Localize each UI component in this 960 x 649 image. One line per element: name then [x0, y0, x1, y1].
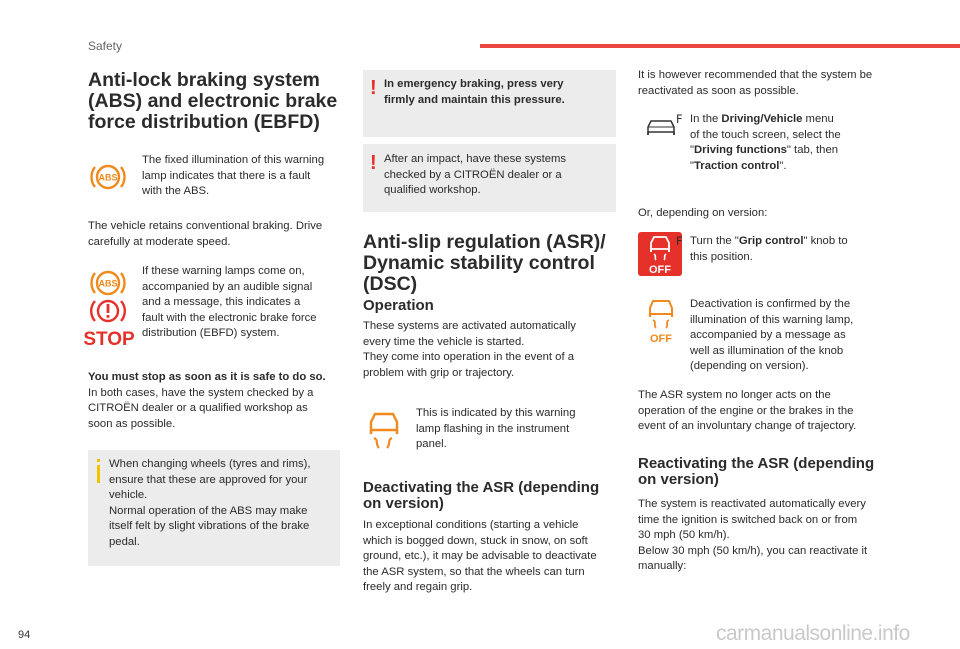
title-line: (DSC) — [363, 273, 418, 295]
reactivate-recommendation — [638, 68, 900, 99]
text-line: problem with grip or trajectory. — [363, 366, 515, 379]
section-label: Safety — [88, 39, 123, 53]
step-line — [676, 234, 895, 250]
title-line: Dynamic stability control — [363, 252, 595, 274]
warning-icon: ! — [370, 152, 377, 174]
deactivating-heading — [363, 480, 621, 512]
operation-heading: Operation — [363, 297, 434, 314]
reactivating-text — [638, 497, 900, 575]
warning-icon: ! — [370, 77, 377, 99]
text-line: itself felt by slight vibrations of the brake — [109, 520, 310, 532]
info-note-text — [109, 457, 337, 550]
text-line: pedal. — [109, 535, 140, 548]
text-line: of the touch screen, select the — [690, 128, 841, 141]
text-line: event of an involuntary change of trajectory. — [638, 420, 857, 432]
text-line: This is indicated by this warning — [416, 407, 576, 419]
text-line: "Driving functions" tab, then — [690, 144, 839, 156]
reactivating-heading — [638, 456, 900, 488]
abs-warning-icon — [89, 160, 127, 194]
bullet-marker: F — [676, 235, 683, 248]
info-note-box — [88, 450, 340, 566]
text-line: checked by a CITROËN dealer or a — [384, 168, 562, 181]
abs-warning-icon-2 — [89, 266, 127, 300]
text-line: Normal operation of the ABS may make — [109, 504, 308, 517]
menu-name: Driving/Vehicle — [721, 113, 803, 125]
warning-text — [384, 152, 612, 199]
text-line: It is however recommended that the system be — [638, 69, 873, 81]
text-line: the ASR system, so that the wheels can turn — [363, 565, 585, 578]
text-line: reactivated as soon as possible. — [638, 84, 799, 97]
text-fragment: menu — [802, 113, 834, 125]
text-line: manually: — [638, 560, 687, 572]
text-line: lamp flashing in the instrument — [416, 422, 570, 435]
off-label: OFF — [649, 264, 671, 276]
stop-icon-label: STOP — [83, 329, 135, 350]
stop-bold-line: You must stop as soon as it is safe to do so. — [88, 371, 326, 383]
text-fragment: " knob to — [803, 235, 848, 247]
abs-lamp-text — [142, 153, 342, 200]
text-line: accompanied by an audible signal — [142, 280, 313, 293]
heading-line: Deactivating the ASR (depending — [363, 479, 600, 496]
text-line: After an impact, have these systems — [384, 153, 567, 165]
text-line: accompanied by a message as — [690, 329, 846, 341]
text-fragment: In the — [690, 113, 722, 125]
warning-note-impact — [363, 144, 616, 212]
text-line: operation of the engine or the brakes in the — [638, 404, 854, 417]
abs-icon-label: ABS — [98, 172, 118, 183]
text-line: soon as possible. — [88, 417, 176, 430]
lamps-on-text — [142, 264, 342, 342]
text-line: time the ignition is switched back on or from — [638, 513, 858, 526]
brake-warning-icon — [89, 296, 127, 326]
watermark: carmanualsonline.info — [716, 622, 910, 645]
text-line: CITROËN dealer or a qualified workshop as — [88, 402, 308, 414]
operation-text — [363, 319, 618, 381]
text-line: If these warning lamps come on, — [142, 265, 305, 277]
warning-text — [384, 77, 612, 108]
text-line: lamp indicates that there is a fault — [142, 169, 311, 182]
text-line: (depending on version). — [690, 360, 809, 372]
text-line: well as illumination of the knob — [690, 344, 844, 357]
info-icon-bar — [97, 465, 100, 483]
text-line: These systems are activated automatically — [363, 320, 576, 332]
tab-name: Driving functions — [694, 144, 787, 156]
knob-name: Grip control — [738, 235, 804, 247]
heading-line: on version) — [363, 495, 444, 512]
title-line: (ABS) and electronic brake — [88, 90, 338, 112]
flashing-lamp-text — [416, 406, 616, 453]
text-line: They come into operation in the event of a — [363, 351, 575, 363]
title-line: force distribution (EBFD) — [88, 111, 320, 133]
text-line: The fixed illumination of this warning — [142, 154, 325, 166]
text-line: this position. — [690, 250, 753, 263]
header-accent-bar — [480, 44, 960, 48]
text-fragment: Turn the " — [690, 235, 739, 247]
asr-no-longer-text — [638, 388, 900, 435]
deactivation-confirmed-text — [690, 297, 895, 375]
text-line: freely and regain grip. — [363, 581, 473, 593]
option-name: Traction control — [694, 159, 780, 172]
title-line: Anti-slip regulation (ASR)/ — [363, 231, 606, 253]
text-line: Below 30 mph (50 km/h), you can reactivate it — [638, 544, 868, 557]
text-line: Deactivation is confirmed by the — [690, 298, 851, 310]
asr-section-title — [363, 232, 623, 295]
text-line: and a message, this indicates a — [142, 296, 301, 308]
stop-instruction — [88, 370, 350, 432]
text-line: The vehicle retains conventional braking. Drive — [88, 220, 323, 232]
bullet-marker: F — [676, 113, 683, 126]
title-line: Anti-lock braking system — [88, 69, 320, 91]
or-version-text: Or, depending on version: — [638, 207, 768, 219]
text-line: "Traction control". — [690, 159, 787, 172]
conventional-braking-text — [88, 219, 348, 250]
text-line: illumination of this warning lamp, — [690, 313, 854, 326]
text-line: carefully at moderate speed. — [88, 235, 231, 248]
text-line: with the ABS. — [142, 185, 210, 197]
abs-icon-label: ABS — [98, 278, 118, 289]
asr-off-warning-icon — [643, 298, 679, 344]
text-line: When changing wheels (tyres and rims), — [109, 458, 311, 470]
warning-note-emergency — [363, 70, 616, 137]
menu-step — [676, 112, 895, 174]
text-line: In both cases, have the system checked by a — [88, 386, 314, 399]
step-line — [676, 112, 895, 128]
stop-warning-icon — [83, 326, 135, 350]
deactivating-text — [363, 518, 621, 596]
text-line: The ASR system no longer acts on the — [638, 389, 831, 401]
text-line: every time the vehicle is started. — [363, 335, 525, 348]
heading-line: on version) — [638, 471, 719, 488]
text-line: qualified workshop. — [384, 184, 481, 196]
text-line: ensure that these are approved for your — [109, 473, 308, 486]
text-line: panel. — [416, 438, 447, 450]
info-icon — [97, 459, 100, 462]
text-line: fault with the electronic brake force — [142, 311, 317, 324]
text-line: In emergency braking, press very — [384, 78, 564, 90]
text-line: which is bogged down, stuck in snow, on soft — [363, 534, 588, 547]
off-label: OFF — [650, 333, 672, 345]
abs-section-title — [88, 70, 348, 133]
text-line: ground, etc.), it may be advisable to deactivate — [363, 550, 597, 562]
text-line: vehicle. — [109, 489, 148, 501]
heading-line: Reactivating the ASR (depending — [638, 455, 875, 472]
page-number: 94 — [18, 629, 31, 641]
text-line: firmly and maintain this pressure. — [384, 93, 565, 106]
text-line: The system is reactivated automatically every — [638, 498, 866, 510]
text-line: In exceptional conditions (starting a vehicle — [363, 519, 579, 531]
skid-warning-icon — [367, 410, 401, 450]
knob-step — [676, 234, 895, 265]
text-line: 30 mph (50 km/h). — [638, 529, 730, 541]
car-menu-icon — [645, 116, 677, 138]
text-line: distribution (EBFD) system. — [142, 327, 280, 339]
